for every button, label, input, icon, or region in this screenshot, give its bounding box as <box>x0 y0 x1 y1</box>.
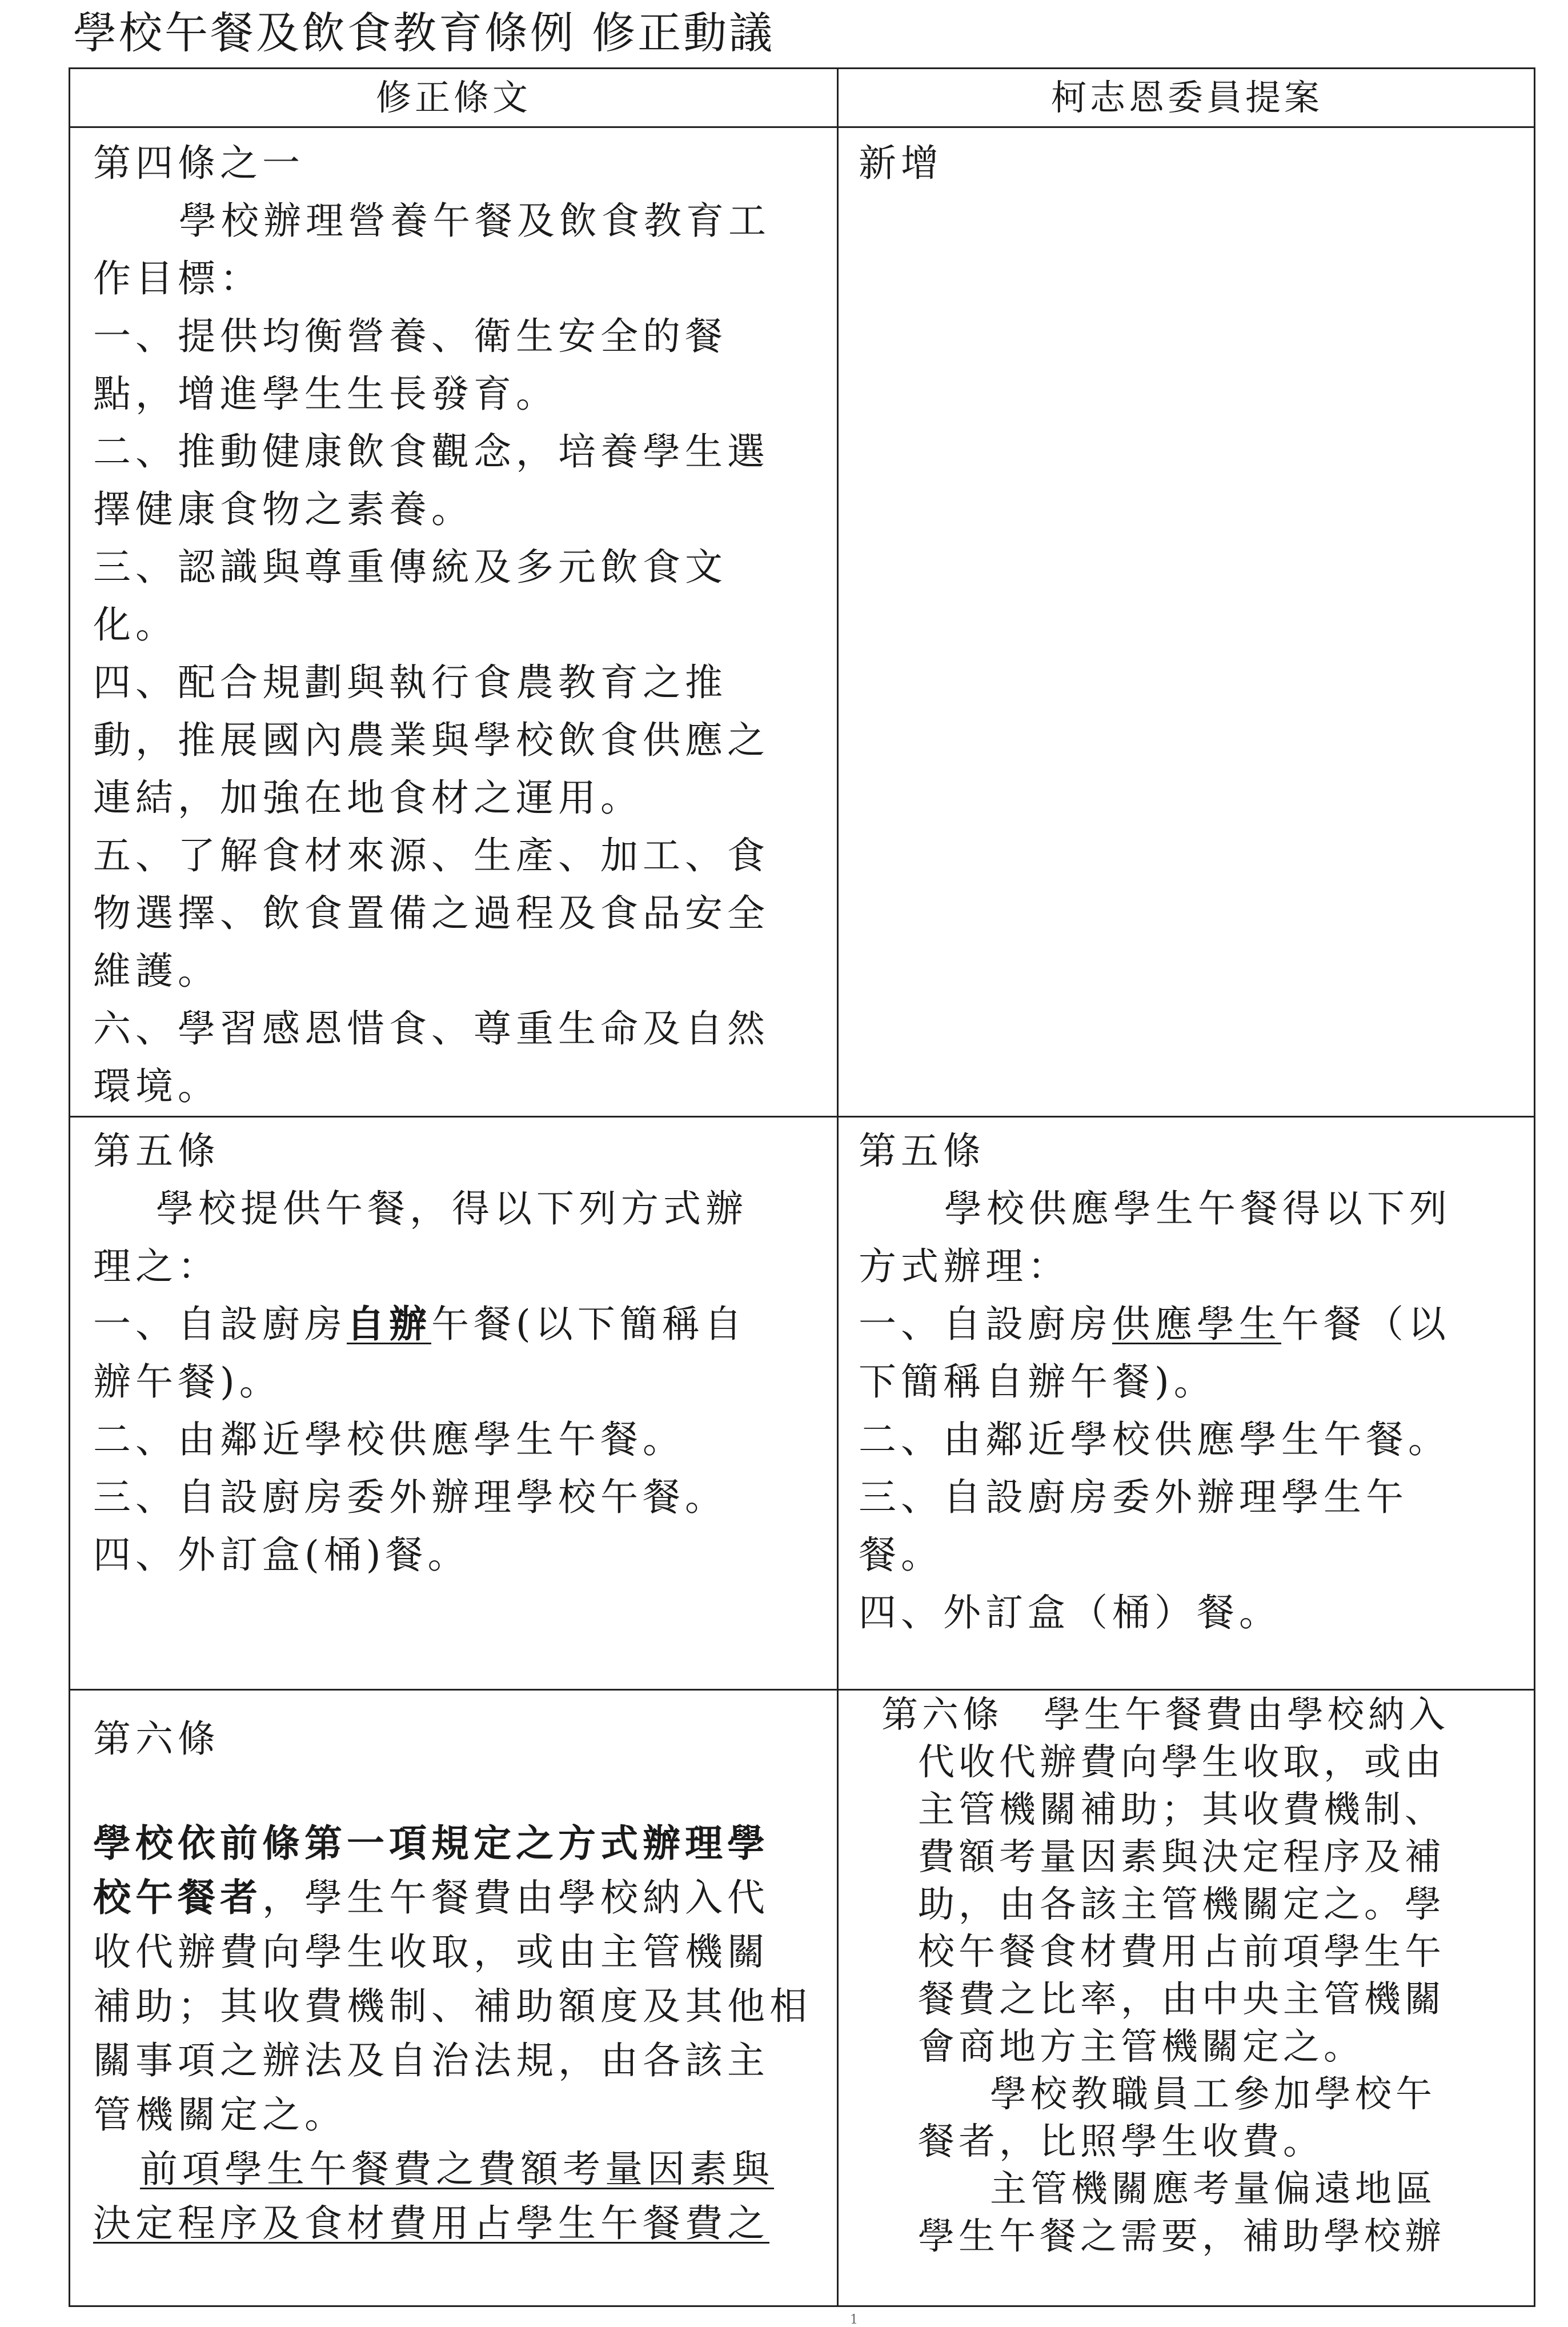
paragraph-line: 作目標： <box>93 257 262 301</box>
paragraph-line: 費額考量因素與決定程序及補 <box>918 1836 1445 1879</box>
list-item: 六、學習感恩惜食、尊重生命及自然 <box>93 1007 769 1051</box>
row-divider-1 <box>70 1116 1534 1118</box>
list-item: 擇健康食物之素養。 <box>93 487 474 531</box>
paragraph-line: 學校提供午餐，得以下列方式辦 <box>156 1187 748 1231</box>
list-item: 點，增進學生生長發育。 <box>93 372 558 416</box>
paragraph-line: 校午餐食材費用占前項學生午 <box>918 1931 1445 1973</box>
article-6-revised <box>93 1816 812 2250</box>
row-divider-2 <box>70 1689 1534 1691</box>
paragraph-line: 學校辦理營養午餐及飲食教育工 <box>179 199 771 243</box>
list-item: 連結，加強在地食材之運用。 <box>93 776 643 820</box>
underlined-amendment: 自辦 <box>347 1301 431 1346</box>
new-article-note: 新增 <box>859 141 943 185</box>
paragraph-line: 餐費之比率，由中央主管機關 <box>918 1978 1445 2021</box>
header-divider <box>70 126 1534 128</box>
article-6-proposal <box>881 1692 1449 2261</box>
article-heading: 第五條 <box>859 1129 985 1173</box>
list-item: 三、自設廚房委外辦理學生午 <box>859 1475 1408 1519</box>
column-header-revised: 修正條文 <box>375 77 531 118</box>
paragraph-line: 餐者，比照學生收費。 <box>918 2121 1324 2163</box>
paragraph-line: 校午餐者，學生午餐費由學校納入代 <box>93 1875 769 1920</box>
list-item: 動，推展國內農業與學校飲食供應之 <box>93 718 769 762</box>
column-header-proposal: 柯志恩委員提案 <box>1050 77 1323 118</box>
paragraph-line: 方式辦理： <box>859 1244 1070 1288</box>
list-item: 辦午餐)。 <box>93 1360 282 1404</box>
article-4-1-revised <box>93 134 771 1115</box>
list-item: 物選擇、飲食置備之過程及食品安全 <box>93 891 769 935</box>
bold-amendment: 校午餐者 <box>93 1875 262 1920</box>
article-heading: 第六條 <box>93 1717 220 1761</box>
article-heading-line: 第六條 學生午餐費由學校納入 <box>881 1694 1449 1736</box>
list-item: 一、自設廚房自辦午餐(以下簡稱自 <box>93 1301 747 1346</box>
list-item: 一、提供均衡營養、衛生安全的餐 <box>93 314 727 358</box>
list-item: 三、認識與尊重傳統及多元飲食文 <box>93 545 727 589</box>
paragraph-line: 助，由各該主管機關定之。學 <box>918 1884 1445 1926</box>
article-6-heading-revised <box>93 1710 220 1768</box>
underlined-amendment: 決定程序及食材費用占學生午餐費之 <box>93 2201 769 2245</box>
list-item: 四、配合規劃與執行食農教育之推 <box>93 660 727 704</box>
list-item: 一、自設廚房供應學生午餐（以 <box>859 1302 1450 1346</box>
paragraph-line: 收代辦費向學生收取，或由主管機關 <box>93 1930 769 1974</box>
paragraph-line: 主管機關補助；其收費機制、 <box>918 1789 1445 1831</box>
article-heading: 第五條 <box>93 1129 220 1173</box>
paragraph-line: 學校教職員工參加學校午 <box>990 2073 1436 2116</box>
article-4-1-proposal <box>859 134 943 192</box>
page-number: 1 <box>850 2313 858 2327</box>
underlined-amendment: 供應學生 <box>1112 1302 1281 1346</box>
paragraph-line: 學校供應學生午餐得以下列 <box>944 1187 1451 1231</box>
underlined-amendment: 前項學生午餐費之費額考量因素與 <box>140 2147 774 2191</box>
paragraph-line: 會商地方主管機關定之。 <box>918 2026 1364 2068</box>
list-item: 四、外訂盒(桶)餐。 <box>93 1533 470 1577</box>
paragraph-line: 主管機關應考量偏遠地區 <box>990 2168 1436 2210</box>
list-item: 二、由鄰近學校供應學生午餐。 <box>93 1417 685 1461</box>
list-item: 化。 <box>93 603 178 647</box>
column-divider <box>837 69 839 2305</box>
paragraph-line: 理之： <box>93 1244 220 1288</box>
list-item: 三、自設廚房委外辦理學校午餐。 <box>93 1475 727 1519</box>
comparison-table <box>69 67 1535 2307</box>
list-item: 四、外訂盒（桶）餐。 <box>859 1591 1281 1635</box>
list-item: 二、推動健康飲食觀念，培養學生選 <box>93 430 769 474</box>
list-item: 二、由鄰近學校供應學生午餐。 <box>859 1417 1450 1461</box>
page-title: 學校午餐及飲食教育條例 修正動議 <box>73 7 775 58</box>
list-item: 環境。 <box>93 1064 220 1108</box>
paragraph-line: 管機關定之。 <box>93 2093 347 2137</box>
paragraph-line: 代收代辦費向學生收取，或由 <box>918 1741 1445 1784</box>
list-item: 下簡稱自辦午餐)。 <box>859 1360 1216 1404</box>
bold-amendment: 學校依前條第一項規定之方式辦理學 <box>93 1821 769 1865</box>
article-5-proposal <box>859 1122 1451 1641</box>
list-item: 維護。 <box>93 949 220 993</box>
article-heading: 第四條之一 <box>93 141 304 185</box>
list-item: 五、了解食材來源、生產、加工、食 <box>93 834 769 878</box>
list-item: 餐。 <box>859 1533 943 1577</box>
paragraph-line: 關事項之辦法及自治法規，由各該主 <box>93 2038 769 2082</box>
article-5-revised <box>93 1122 748 1584</box>
paragraph-line: 學生午餐之需要，補助學校辦 <box>918 2216 1445 2258</box>
paragraph-line: 補助；其收費機制、補助額度及其他相 <box>93 1984 812 2028</box>
